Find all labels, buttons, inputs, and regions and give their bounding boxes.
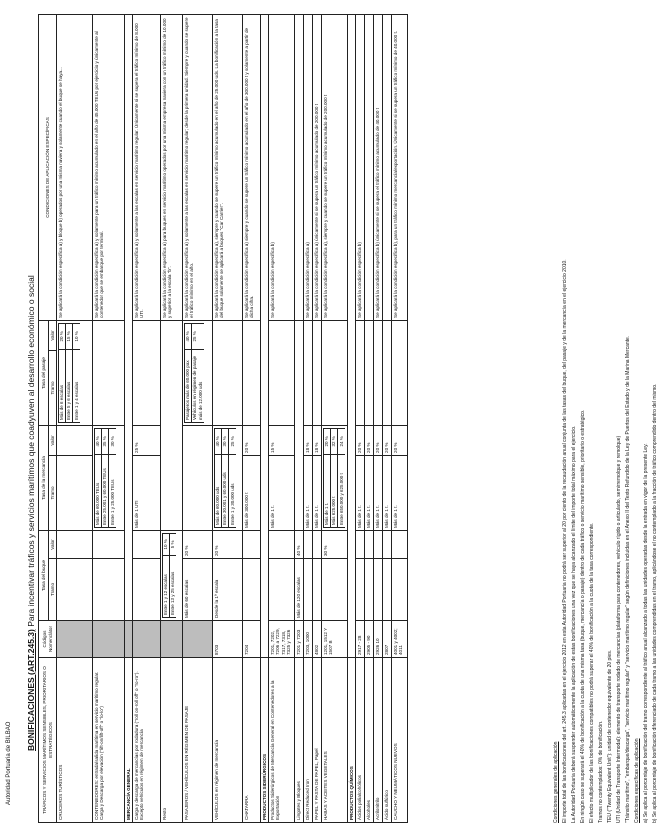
tier-valor: 30 %: [109, 428, 116, 454]
row-vehiculos: [213, 14, 243, 822]
cell-codes: 1201, 1512 Y 1507 B: [322, 621, 348, 658]
cell-codes: 7203, 1000: [304, 621, 313, 658]
cell-goods-valor: 18 %: [304, 425, 313, 455]
header-goods-tramo: Tramo: [49, 455, 57, 530]
cell-conditions: Se aplicará la condición específica a) y bloque b) operados por una misma naviera y solamente cuando el buque se haya...: [57, 14, 93, 320]
row-contenedores: [93, 14, 125, 822]
cell-goods-tramo: Más de 1 t.: [356, 455, 365, 530]
row-chatarra: [243, 14, 261, 822]
cell-goods-valor: 20 %: [383, 425, 392, 455]
cell-codes: 4001 y 4002; 4011: [392, 621, 408, 658]
cell-name: PAPEL Y PASTA DE PAPEL, Papel: [313, 658, 322, 823]
row-quimico: [383, 14, 392, 822]
title-bold: BONIFICACIONES (ART.245.3): [26, 629, 36, 751]
tier-valor: 30 %: [221, 428, 228, 454]
tier-tramo: Entre 1 y 30.000 uds: [229, 454, 236, 527]
pax-tiers-table: [184, 323, 204, 423]
cell-goods-tramo: Más de 300.000 t: [243, 455, 261, 530]
row-productos-siderurgicos: [269, 14, 295, 822]
row-roro: [133, 14, 161, 822]
row-cruceros: [57, 14, 93, 822]
cell-conditions: Se aplicará la condición específica a) y solamente a las escalas en servicio marítimo regular. Únicamente si se supera el tráfico mínimo de 8.000 UTI.: [133, 14, 161, 320]
row-habas: [322, 14, 348, 822]
tier-tramo: Más 625.000 t: [330, 454, 337, 527]
header-goods-rate: Tasa de la mercancía: [39, 425, 49, 530]
cell-goods-valor: 20 %: [374, 425, 383, 455]
header-pax-valor: Valor: [49, 320, 57, 350]
cell-codes: 4802: [313, 621, 322, 658]
tier-tramo: Entre 1 y 25.000 TEUs: [109, 454, 116, 527]
cell-conditions: Se aplicará la condición específica b), para un tráfico mínimo mercancía/exportación. Únicamente si se supera un tráfico mínimo de 40.000 t.: [392, 14, 408, 320]
cell-conditions: Se aplicará la condición específica a) únicamente si se supera un tráfico mínimo acumulado de 200.000 t: [313, 14, 322, 320]
cell-name: Lingotes y Bloques: [295, 658, 304, 823]
cell-conditions: [365, 14, 374, 320]
tier-valor: 40 %: [184, 323, 191, 349]
row-quimico: [365, 14, 374, 822]
general-note: Tramos no contemplados: 0% de bonificación.: [598, 720, 604, 823]
tier-tramo: Entre 650.000 y 625.000 t: [338, 454, 345, 527]
section-quimicos: [348, 14, 356, 822]
cell-conditions: Se aplicará la condición específica a), siempre y cuando se supere un tráfico mínimo acumulado en el año de 25.000 uds. La bonificación a la tasa del buque solamente se aplicará a buques "Car Carrier".: [213, 14, 243, 320]
cell-goods-valor: 18 %: [313, 425, 322, 455]
cell-pax-tiers: [183, 320, 213, 425]
tier-tramo: Entre 5 y 6 escalas: [65, 349, 72, 422]
goods-tiers-table: [214, 428, 236, 528]
specific-conditions-title: Condiciones específicas de aplicación: [634, 738, 640, 823]
row-pasajeros: [183, 14, 213, 822]
tier-valor: 10 %: [162, 533, 169, 555]
cell-goods-valor: 20 %: [392, 425, 408, 455]
cell-codes: 7201, 7202, 7206 a 7229, 7317, 7318, 7325 y 7326: [269, 621, 295, 658]
cell-codes: [57, 621, 93, 658]
tier-valor: 5 %: [169, 533, 176, 555]
cell-name: Acrilonitrilo: [374, 658, 383, 823]
tier-valor: 40 %: [214, 428, 221, 454]
cell-goods-tramo: Más de 1 t.: [392, 455, 408, 530]
cell-codes: 2917 - 28: [356, 621, 365, 658]
cell-goods-valor: 20 %: [365, 425, 374, 455]
cell-name: VEHÍCULOS en régimen de mercancía: [213, 658, 243, 823]
notes: [553, 15, 661, 823]
general-note: UTI (Unidad de Transporte Intermodal): elemento de transporte rodado de mercancías (plataforma para contenedores, vehículo rígido o articulado, semirremolque y remolque): [616, 435, 622, 823]
cell-codes: 7201 y 7203: [295, 621, 304, 658]
general-note: En ningún caso se superará el 40% de bonificación a la cuota de una misma tasa (buque, mercancía o pasaje) dentro de cada tráfico o servicio marítimo sensible, prioritario o estratégico.: [580, 409, 586, 823]
row-lingotes: [295, 14, 304, 822]
cell-goods-valor: 20 %: [243, 425, 261, 455]
tier-tramo: Más de 60.000 uds: [214, 454, 221, 527]
document-header: Autoridad Portuaria de BILBAO: [6, 721, 12, 805]
cell-name: CHATARRA: [243, 658, 261, 823]
general-note: El efecto multiplicador de las bonificaciones compatibles no podrá superar el 40% de bonificación a la cuota de la tasa correspondiente.: [589, 522, 595, 823]
cell-name: Ácidos polialcohólicos: [356, 658, 365, 823]
tier-tramo: Entre 1 y 12 escalas: [162, 555, 169, 617]
tier-valor: 15 %: [65, 323, 72, 349]
cell-name: Resto: [161, 658, 183, 823]
cell-ship-tiers: [161, 530, 183, 620]
cell-goods-tramo: Más de 1 t.: [313, 455, 322, 530]
tier-tramo: Más de 1 t.: [323, 454, 330, 527]
cell-conditions: Se aplicará la condición específica b): [269, 14, 295, 320]
cell-goods-valor: 25 %: [133, 425, 161, 455]
cell-conditions: Se aplicará la condición específica a), siempre y cuando se supere un tráfico mínimo acumulado de 200.000 t: [322, 14, 348, 320]
tier-valor: 35 %: [101, 428, 108, 454]
tier-tramo: Más de 6 escalas: [58, 349, 65, 422]
cell-conditions: Se aplicará la condición específica b): [356, 14, 365, 320]
header-ship-valor: Valor: [49, 530, 57, 558]
tier-tramo: Entre 30.001 y 60.000 uds: [221, 454, 228, 527]
cell-codes: [161, 621, 183, 658]
header-codes: Códigos Nomenclátor: [39, 621, 57, 658]
document-title: [26, 51, 36, 751]
tier-valor: 32 %: [330, 428, 337, 454]
cell-codes: [93, 621, 125, 658]
specific-note: a) Se aplica al porcentaje de bonificación del tramo correspondiente al tráfico anual alcanzado a todas las unidades operadas desde la entrada en vigor de la presente Ley.: [643, 443, 649, 823]
tier-valor: 10 %: [73, 323, 80, 349]
cell-ship-tramo: Más de 120 escalas: [295, 559, 304, 621]
general-conditions-title: Condiciones generales de aplicación: [553, 741, 559, 823]
cell-name: CRUCEROS TURÍSTICOS: [57, 658, 93, 823]
row-quimico: [374, 14, 383, 822]
cell-ship-valor: 20 %: [183, 530, 213, 558]
row-direct-reduced-iron: [304, 14, 313, 822]
cell-codes: [183, 621, 213, 658]
cell-codes: 7204: [243, 621, 261, 658]
row-quimico: [356, 14, 365, 822]
tier-valor: 25 %: [191, 323, 203, 349]
cell-conditions: Se aplicará la condición específica b) únicamente si se supera el tráfico mínimo acumulado de 40.000 t: [374, 14, 383, 320]
cell-codes: 2807: [383, 621, 392, 658]
cell-name: CONTENEDORES: entrada/salida marítima en servicio marítimo regular. Carga y Descarga por elevación ("lift-on/lift-off" o "lo-lo"): [93, 658, 125, 823]
tier-tramo: Vehículos en régimen de pasaje más de 12.000 uds: [191, 349, 203, 422]
row-resto: [161, 14, 183, 822]
header-goods-valor: Valor: [49, 425, 57, 455]
tier-tramo: Pasajeros más de 60.000 pax: [184, 349, 191, 422]
cell-goods-tramo: Más de 1 t.: [365, 455, 374, 530]
cell-codes: 2905 - 90: [365, 621, 374, 658]
tier-tramo: Más de 60.000 TEUs: [94, 454, 101, 527]
pax-tiers-table: [58, 323, 80, 423]
header-traffic: TRÁFICOS Y SERVICIOS MARÍTIMOS SENSIBLES, PRIORITARIOS O ESTRATÉGICOS: [39, 658, 57, 823]
row-papel: [313, 14, 322, 822]
general-note: La Autoridad Portuaria deberá suspender automáticamente la aplicación de estas bonificaciones una vez que se haya alcanzado el límite del importe total máximo para el ejercicio.: [571, 425, 577, 823]
cell-goods-tiers: [322, 425, 348, 530]
tier-valor: 20 %: [58, 323, 65, 349]
tier-tramo: Entre 1 y 4 escalas: [73, 349, 80, 422]
cell-name: Ácido sulfúrico: [383, 658, 392, 823]
cell-pax-tiers: [57, 320, 93, 425]
header-ship-tramo: Tramo: [49, 559, 57, 621]
cell-ship-valor: 20 %: [213, 530, 243, 558]
header-pax-rate: Tasa del pasaje: [39, 320, 49, 425]
bonus-table: [38, 14, 408, 823]
cell-name: Productos Siderúrgicos de Mercancía General en Contenedores a la Exportación: [269, 658, 295, 823]
cell-name: HABAS Y ACEITES VEGETALES: [322, 658, 348, 823]
cell-name: Direct Reduced Iron: [304, 658, 313, 823]
cell-goods-tramo: Más de 1 t.: [304, 455, 313, 530]
cell-conditions: [383, 14, 392, 320]
cell-ship-valor: 30 %: [322, 530, 348, 558]
general-note: El importe total de las bonificaciones del art. 245.3 aplicadas en el ejercicio 2012 en esta Autoridad Portuaria no podrá ser superior al 20 por ciento de la recaudación anual conjunta de las tasas del buque, del pasaje y de la mercancía en el ejercicio 2010.: [562, 259, 568, 823]
specific-note: b) Se aplica al porcentaje de bonificación diferenciado de cada tramo a las unidades comprendidas en el tramo, aplicándose el no contemplado a la fracción de tráfico comprendido dentro del mismo.: [652, 383, 658, 823]
goods-tiers-table: [323, 428, 345, 528]
cell-codes: 8703: [213, 621, 243, 658]
cell-codes: [133, 621, 161, 658]
cell-conditions: Se aplicará la condición específica a): [304, 14, 313, 320]
cell-conditions: Se aplicará la condición específica a) y solamente para un tráfico mínimo acumulado en el año de 45.000 TEUs por ejercicio y únicamente al contenedor que se embarque por terminal.: [93, 14, 125, 320]
cell-goods-valor: 20 %: [356, 425, 365, 455]
cell-goods-tiers: [93, 425, 125, 530]
section-mercancia-general: [125, 14, 133, 822]
cell-ship-tramo: Desde la 1ª escala: [213, 559, 243, 621]
general-note: TEU ("Twenty Equivalent Unit"): unidad de contenedor equivalente de 20 pies.: [607, 649, 613, 823]
section-siderurgicos: [261, 14, 269, 822]
general-note: "Tránsito marítimo", "embarque/descarga", "servicio marítimo regular" y "servicio marítimo regular" según definiciones incluidas en el Anexo II del Texto Refundido de la Ley de Puertos del Estado y de la Marina Mercante.: [625, 335, 631, 823]
cell-ship-valor: 40 %: [295, 530, 304, 558]
title-rest: Para incentivar tráficos y servicios marítimos que coadyuven al desarrollo económico o social: [26, 275, 36, 630]
cell-ship-tramo: Más de 60 escalas: [183, 559, 213, 621]
cell-name: CAUCHO Y NEUMÁTICOS NUEVOS: [392, 658, 408, 823]
cell-name: Alcoholes: [365, 658, 374, 823]
cell-conditions: Se aplicará la condición específica a) y solamente a las escalas en servicio marítimo regular; desde la primera unidad. Siempre y cuando se supere el tráfico mínimo en el año.: [183, 14, 213, 320]
cell-name: PASAJEROS / VEHÍCULOS EN RÉGIMEN DE PASAJE: [183, 658, 213, 823]
header-ship-rate: Tasa del buque: [39, 530, 49, 620]
cell-goods-tramo: Más de 1 UTI: [133, 455, 161, 530]
tier-valor: 25 %: [229, 428, 236, 454]
cell-goods-tramo: Más de 1 t.: [374, 455, 383, 530]
header-pax-tramo: Tramo: [49, 350, 57, 425]
table-header-row: [39, 14, 49, 822]
goods-tiers-table: [94, 428, 116, 528]
section-title: PRODUCTOS SIDERÚRGICOS: [261, 658, 269, 823]
cell-goods-tiers: [213, 425, 243, 530]
row-caucho: [392, 14, 408, 822]
cell-goods-tramo: Más de 1 t.: [269, 455, 295, 530]
section-title: MERCANCÍA GENERAL: [125, 658, 133, 823]
tier-tramo: Entre 25.001 y 60.000 TEUs: [101, 454, 108, 527]
tier-valor: 24 %: [338, 428, 345, 454]
tier-valor: 40 %: [94, 428, 101, 454]
cell-goods-valor: 15 %: [269, 425, 295, 455]
cell-conditions: Se aplicará la condición específica a) para buques en servicio marítimo operados por una misma empresa naviera con un tráfico mínimo de 10.000 y superior a la escala "b".: [161, 14, 183, 320]
cell-conditions: Se aplicará la condición específica a) siempre y cuando se supere un tráfico mínimo acumulado en el año de 300.000 t y solamente a partir de dicha cifra.: [243, 14, 261, 320]
cell-name: Carga y descarga de mercancías por rodadura ("roll on-roll off" o "ro-ro"). Excepto vehículos en régimen de mercancía: [133, 658, 161, 823]
tier-valor: 20 %: [323, 428, 330, 454]
cell-goods-tramo: Más de 1 t.: [383, 455, 392, 530]
header-conditions: CONDICIONES DE APLICACIÓN ESPECÍFICAS: [39, 14, 57, 320]
section-title: PRODUCTOS QUÍMICOS: [348, 658, 356, 823]
ship-tiers-table: [162, 533, 177, 618]
tier-tramo: Entre 13 y 25 escalas: [169, 555, 176, 617]
cell-codes: 2926 10: [374, 621, 383, 658]
